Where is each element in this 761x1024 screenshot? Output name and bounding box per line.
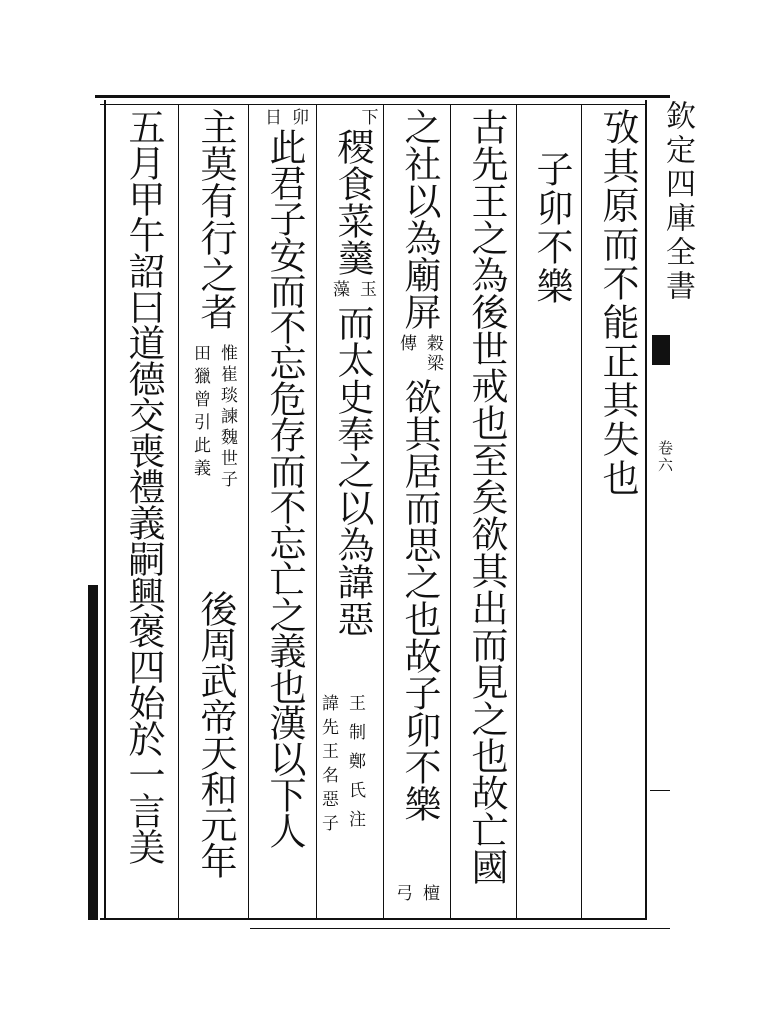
main-text: 欲其居而思之也故子卯不樂 [398, 378, 441, 822]
annotation [190, 344, 236, 491]
main-text: 稷食菜羹 [331, 128, 374, 276]
column-divider [581, 104, 582, 918]
annotation-line: 弓 [392, 884, 412, 904]
main-text: 之社以為廟屏 [398, 108, 441, 330]
annotation-line: 玉 [356, 280, 376, 300]
annotation-line: 日 [261, 108, 281, 128]
annotation [318, 694, 364, 839]
text-column-5 [322, 108, 382, 637]
text-column-1 [588, 108, 646, 498]
left-heavy-rule [88, 585, 98, 920]
book-title-margin: 欽定四庫全書 [660, 100, 695, 304]
annotation-line: 傳 [396, 334, 416, 354]
main-text: 而太史奉之以為諱惡 [331, 304, 374, 637]
annotation [396, 334, 442, 374]
top-border [95, 95, 670, 98]
fishtail-mark [652, 335, 670, 365]
annotation-line: 穀梁 [423, 334, 443, 374]
column-divider [178, 104, 179, 918]
bottom-border-outer [250, 928, 670, 929]
text-column-6 [254, 108, 314, 848]
text-column-2 [522, 150, 580, 306]
main-text: 主莫有行之者 [194, 108, 237, 330]
main-text: 攷其原而不能正其失也 [596, 108, 639, 498]
bottom-border [100, 918, 645, 920]
annotation-line: 檀 [419, 884, 439, 904]
annotation [261, 108, 307, 128]
annotation [329, 280, 375, 300]
column-divider [316, 104, 317, 918]
left-frame-line [104, 100, 106, 920]
annotation-line: 諱先王名惡子 [318, 694, 338, 838]
text-column-3 [456, 108, 516, 885]
main-text: 後周武帝天和元年 [194, 590, 237, 878]
text-column-7 [184, 108, 246, 330]
main-text: 古先王之為後世戒也至矣欲其出而見之也故亡國 [465, 108, 508, 885]
column-divider [516, 104, 517, 918]
annotation [392, 884, 438, 904]
text-column-8 [112, 108, 174, 864]
text-column-4 [389, 108, 449, 822]
annotation-line: 王制鄭氏注 [345, 694, 365, 839]
annotation-line: 下 [357, 108, 378, 128]
annotation-line: 藻 [329, 280, 349, 300]
column-divider [248, 104, 249, 918]
margin-rule [650, 790, 670, 791]
main-text: 五月甲午詔曰道德交喪禮義嗣興褒四始於一言美 [122, 108, 165, 864]
section-heading: 子卯不樂 [530, 150, 573, 306]
juan-label: 卷六 [656, 440, 674, 474]
column-divider [383, 104, 384, 918]
annotation-line: 卯 [288, 108, 308, 128]
column-divider [450, 104, 451, 918]
text-column-7-continued [184, 590, 246, 878]
annotation-line: 田獵曾引此義 [190, 344, 210, 482]
top-border-inner [100, 104, 645, 105]
main-text: 此君子安而不忘危存而不忘亡之義也漢以下人 [263, 128, 306, 848]
annotation-line: 惟崔琰諫魏世子 [217, 344, 237, 491]
